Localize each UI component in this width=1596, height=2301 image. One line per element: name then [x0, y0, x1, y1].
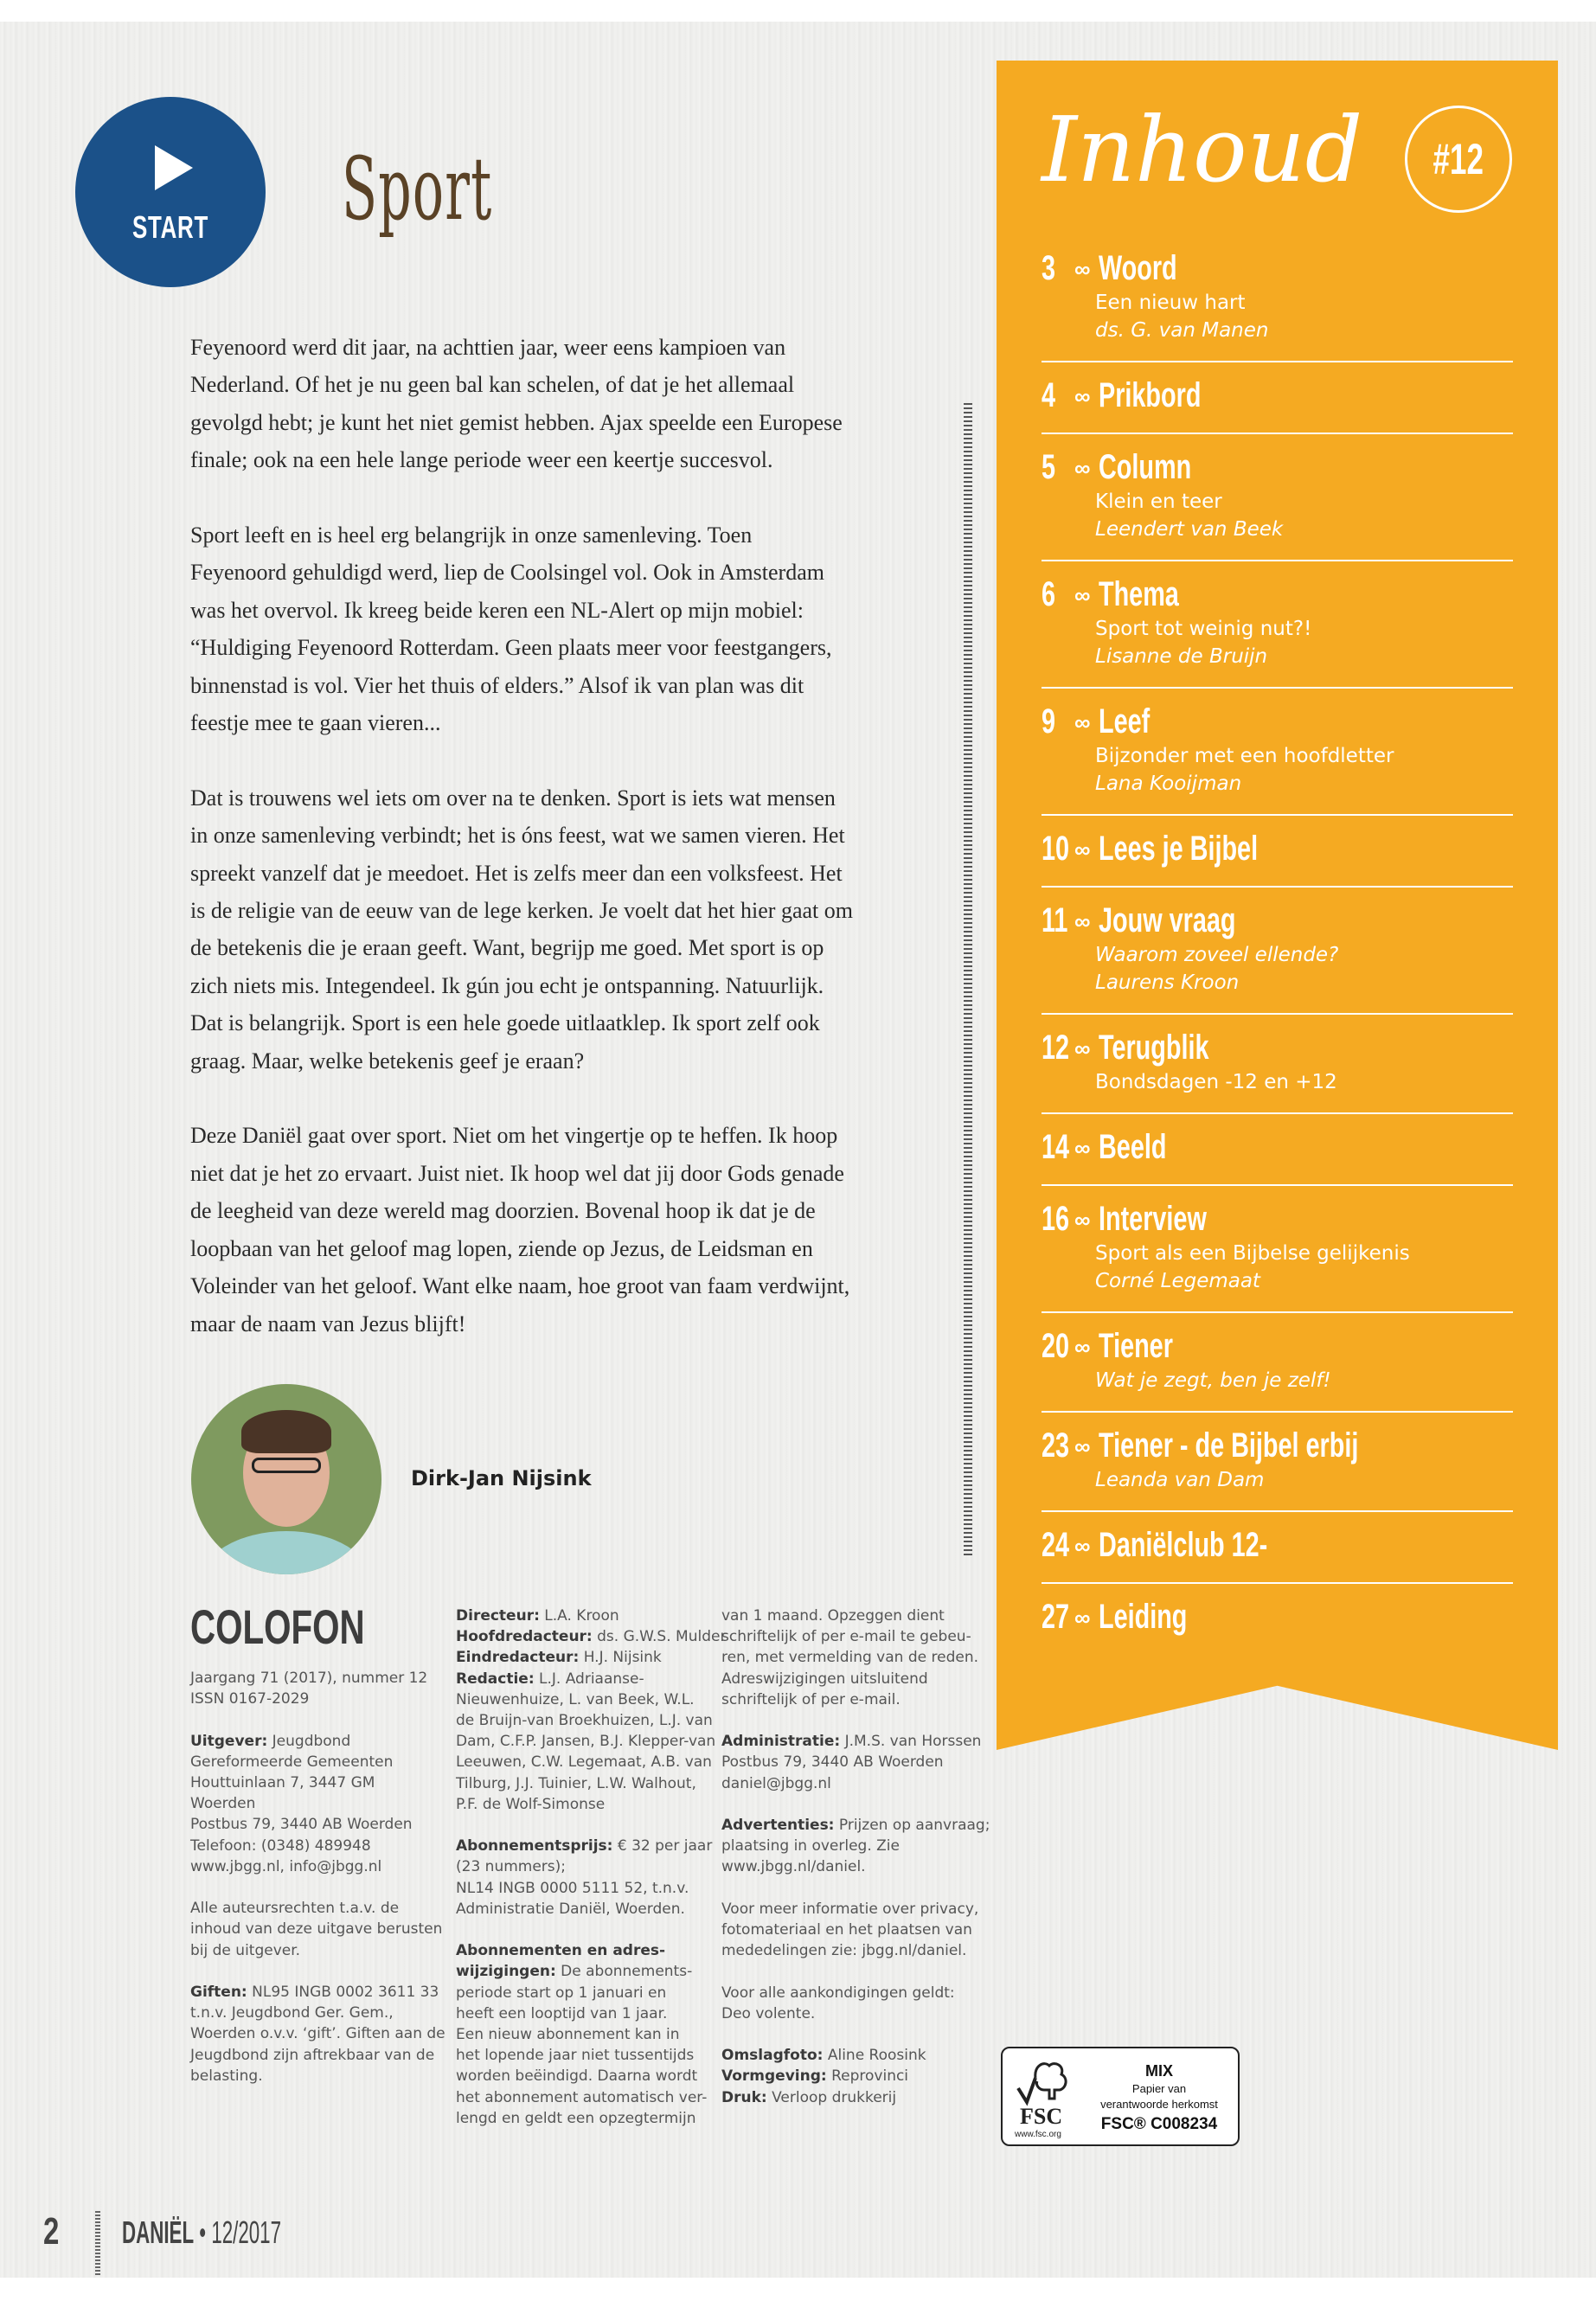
colofon-label: Administratie: [721, 1733, 841, 1751]
toc-page-number: 23 [1042, 1426, 1070, 1465]
colofon-label: Eindredacteur: [456, 1649, 580, 1667]
toc-entry-title: Prikbord [1099, 376, 1202, 414]
paragraph-line: Nederland. Of het je nu geen bal kan schelen, of dat je het allemaal [190, 372, 795, 398]
colofon-column-1 [190, 1668, 450, 2107]
paragraph-line: maar de naam van Jezus blijft! [190, 1311, 466, 1336]
toc-entry-head [1042, 446, 1513, 488]
colofon-line [456, 1856, 715, 1877]
colofon-text: daniel@jbgg.nl [721, 1774, 831, 1792]
colofon-line [721, 1606, 981, 1626]
colofon-line [190, 1752, 450, 1772]
colofon-text: Aline Roosink [823, 2047, 926, 2065]
toc-entry[interactable] [1042, 689, 1513, 816]
colofon-line [721, 1920, 981, 1940]
colofon-text: H.J. Nijsink [579, 1649, 662, 1667]
infinity-icon: ∞ [1074, 582, 1091, 608]
colofon-line [721, 1626, 981, 1647]
paragraph-line: Dat is trouwens wel iets om over na te denken. Sport is iets wat mensen [190, 785, 836, 811]
colofon-text: L.A. Kroon [539, 1607, 619, 1625]
colofon-text: worden beëindigd. Daarna wordt [456, 2067, 698, 2086]
colofon-block [721, 1899, 981, 1962]
toc-page-number: 6 [1042, 575, 1056, 613]
infinity-icon: ∞ [1074, 256, 1091, 282]
colofon-line [190, 2023, 450, 2044]
colofon-line [456, 1773, 715, 1794]
issue-number: #12 [1433, 135, 1484, 183]
infinity-icon: ∞ [1074, 709, 1091, 735]
colofon-text: schriftelijk of per e-mail te gebeu- [721, 1628, 971, 1646]
toc-page-number: 24 [1042, 1526, 1070, 1564]
start-label: START [131, 209, 209, 245]
toc-entry[interactable] [1042, 888, 1513, 1015]
colofon-line [190, 1772, 450, 1793]
toc-page-number: 16 [1042, 1200, 1070, 1238]
colofon-text: Dam, C.F.P. Jansen, B.J. Klepper-van [456, 1733, 716, 1751]
infinity-icon: ∞ [1074, 1533, 1091, 1559]
colofon-text: Tilburg, J.J. Tuinier, L.W. Walhout, [456, 1774, 696, 1792]
paragraph-line: was het overvol. Ik kreeg beide keren een NL-Alert op mijn mobiel: [190, 597, 804, 623]
colofon-text: Deo volente. [721, 2004, 816, 2022]
toc-entry-subtitle: Sport tot weinig nut?! [1095, 618, 1312, 640]
colofon-text: belasting. [190, 2067, 263, 2085]
toc-entry[interactable] [1042, 561, 1513, 689]
colofon-text: Jeugdbond zijn aftrekbaar van de [190, 2046, 435, 2064]
colofon-text: Prijzen op aanvraag; [834, 1817, 990, 1834]
toc-entry-head [1042, 1126, 1513, 1168]
toc-entry-title: Column [1099, 448, 1192, 486]
colofon-text: NL95 INGB 0002 3611 33 [247, 1984, 439, 2001]
colofon-heading: COLOFON [190, 1599, 365, 1654]
colofon-line [456, 1794, 715, 1815]
colofon-text: www.jbgg.nl, info@jbgg.nl [190, 1857, 382, 1875]
play-icon [155, 145, 193, 190]
paragraph-line: graag. Maar, welke betekenis geef je eraan? [190, 1048, 585, 1074]
paragraph-line: spreekt vanzelf dat je meedoet. Het is zelfs meer dan een volksfeest. Het [190, 860, 843, 886]
infinity-icon: ∞ [1074, 1135, 1091, 1161]
infinity-icon: ∞ [1074, 1433, 1091, 1459]
toc-entry-head [1042, 701, 1513, 742]
toc-entry[interactable] [1042, 1186, 1513, 1313]
paragraph-line: in onze samenleving verbindt; het is óns feest, wat we samen vieren. Het [190, 823, 845, 849]
toc-page-number: 10 [1042, 830, 1070, 868]
toc-entry-subtitle: Sport als een Bijbelse gelijkenis [1095, 1242, 1410, 1265]
paragraph-line: Dat is belangrijk. Sport is een hele goede uitlaatklep. Ik sport zelf ook [190, 1010, 820, 1036]
colofon-text: Voor alle aankondigingen geldt: [721, 1984, 955, 2002]
toc-entry-head [1042, 375, 1513, 416]
colofon-text: Administratie Daniël, Woerden. [456, 1900, 685, 1918]
paragraph-line: niet dat je het zo ervaart. Juist niet. Ik hoop wel dat jij door Gods genade [190, 1160, 844, 1186]
colofon-label: wijzigingen: [456, 1963, 556, 1981]
colofon-line [721, 1836, 981, 1856]
colofon-text: Voor meer informatie over privacy, [721, 1900, 979, 1918]
toc-entry-head [1042, 900, 1513, 941]
toc-entry[interactable] [1042, 1015, 1513, 1114]
colofon-line [456, 1961, 715, 1982]
infinity-icon: ∞ [1074, 1605, 1091, 1631]
paragraph [190, 779, 900, 1080]
toc-entry-title: Thema [1099, 575, 1179, 613]
colofon-line [190, 1856, 450, 1877]
infinity-icon: ∞ [1074, 1035, 1091, 1061]
colofon-line [190, 2045, 450, 2066]
colofon-block [190, 1731, 450, 1877]
toc-page-number: 5 [1042, 448, 1056, 486]
colofon-line [190, 2003, 450, 2023]
colofon-text: Postbus 79, 3440 AB Woerden [190, 1816, 413, 1834]
colofon-text: Postbus 79, 3440 AB Woerden [721, 1753, 944, 1772]
colofon-line [721, 2045, 981, 2066]
colofon-text: Jaargang 71 (2017), nummer 12 [190, 1670, 428, 1687]
colofon-label: Advertenties: [721, 1817, 835, 1834]
colofon-line [456, 1689, 715, 1710]
paragraph-line: Feyenoord gehuldigd werd, liep de Coolsingel vol. Ook in Amsterdam [190, 560, 824, 586]
colofon-line [721, 2066, 981, 2086]
toc-entry-head [1042, 828, 1513, 869]
toc-page-number: 12 [1042, 1029, 1070, 1067]
colofon-block [721, 2045, 981, 2108]
colofon-line [721, 1940, 981, 1961]
colofon-line [456, 1647, 715, 1668]
colofon-line [456, 2066, 715, 2086]
colofon-text: De abonnements- [555, 1963, 693, 1981]
colofon-line [456, 1940, 715, 1961]
colofon-text: Houttuinlaan 7, 3447 GM [190, 1774, 375, 1791]
colofon-label: Uitgever: [190, 1732, 268, 1750]
toc-entry-title: Tiener [1099, 1327, 1173, 1365]
colofon-text: bij de uitgever. [190, 1941, 301, 1959]
colofon-line [721, 1669, 981, 1689]
colofon-line [456, 2024, 715, 2045]
toc-entry-title: Lees je Bijbel [1099, 830, 1259, 868]
colofon-line [721, 1983, 981, 2003]
colofon-text: P.F. de Wolf-Simonse [456, 1795, 606, 1813]
toc-entry-title: Woord [1099, 249, 1177, 287]
toc-entry-author: ds. G. van Manen [1095, 319, 1269, 342]
colofon-text: van 1 maand. Opzeggen dient [721, 1607, 945, 1625]
colofon-line [721, 1773, 981, 1794]
colofon-line [721, 1731, 981, 1752]
colofon-label: Druk: [721, 2088, 767, 2106]
toc-entry-author: Lana Kooijman [1095, 772, 1242, 795]
colofon-line [456, 2045, 715, 2066]
colofon-block [721, 1731, 981, 1794]
colofon-text: het lopende jaar niet tussentijds [456, 2047, 695, 2065]
colofon-line [721, 2087, 981, 2108]
paragraph-line: Sport leeft en is heel erg belangrijk in onze samenleving. Toen [190, 522, 753, 548]
paragraph-line: finale; ook na een hele lange periode weer een keertje succesvol. [190, 447, 773, 473]
toc-entry[interactable] [1042, 1413, 1513, 1512]
colofon-line [456, 1752, 715, 1772]
toc-entry-author: Corné Legemaat [1095, 1270, 1260, 1292]
toc-entry-subtitle: Een nieuw hart [1095, 292, 1246, 314]
fsc-label [1001, 2047, 1240, 2146]
colofon-line [190, 2066, 450, 2086]
toc-entry-author: Leanda van Dam [1095, 1469, 1265, 1491]
toc-page-number: 9 [1042, 702, 1056, 740]
colofon-text: Een nieuw abonnement kan in [456, 2026, 680, 2044]
toc-entry-head [1042, 1027, 1513, 1068]
colofon-text: schriftelijk of per e-mail. [721, 1690, 901, 1708]
issue-date: 12/2017 [211, 2214, 282, 2250]
colofon-text: t.n.v. Jeugdbond Ger. Gem., [190, 2004, 394, 2022]
colofon-text: (23 nummers); [456, 1858, 567, 1876]
colofon-line [456, 1878, 715, 1899]
author-name: Dirk-Jan Nijsink [411, 1466, 592, 1490]
colofon-text: fotomateriaal en het plaatsen van [721, 1921, 972, 1939]
colofon-line [190, 1668, 450, 1689]
colofon-block [456, 1940, 715, 2129]
fsc-mix: MIX [1144, 2062, 1173, 2080]
toc-entry-author: Leendert van Beek [1095, 518, 1284, 541]
colofon-line [456, 1983, 715, 2003]
colofon-label: Omslagfoto: [721, 2047, 824, 2065]
paragraph-line: de betekenis die je eraan geeft. Want, begrijp me goed. Met sport is op [190, 935, 824, 961]
toc-entry-title: Tiener - de Bijbel erbij [1099, 1426, 1359, 1465]
colofon-line [190, 1940, 450, 1961]
colofon-text: Leeuwen, C.W. Legemaat, A.B. van [456, 1753, 712, 1772]
colofon-text: Telefoon: (0348) 489948 [190, 1836, 371, 1855]
toc-entry[interactable] [1042, 1584, 1513, 1654]
toc-entry-title: Leiding [1099, 1598, 1188, 1636]
toc-entry[interactable] [1042, 816, 1513, 888]
toc-entry[interactable] [1042, 1512, 1513, 1584]
colofon-text: ren, met vermelding van de reden. [721, 1649, 978, 1667]
toc-page-number: 4 [1042, 376, 1056, 414]
infinity-icon: ∞ [1074, 1334, 1091, 1360]
footer-bullet: • [199, 2214, 207, 2250]
colofon-text: € 32 per jaar [612, 1837, 713, 1856]
colofon-line [456, 1606, 715, 1626]
paragraph-line: feestje mee te gaan vieren... [190, 710, 441, 736]
colofon-text: mededelingen zie: jbgg.nl/daniel. [721, 1942, 967, 1960]
colofon-text: Reprovinci [826, 2067, 909, 2086]
toc-entry-title: Terugblik [1099, 1029, 1209, 1067]
toc-entry-author: Laurens Kroon [1095, 971, 1240, 994]
toc-page-number: 20 [1042, 1327, 1070, 1365]
colofon-label: Giften: [190, 1984, 247, 2001]
footer-magazine [122, 2214, 281, 2251]
colofon-line [721, 1647, 981, 1668]
colofon-text: het abonnement automatisch ver- [456, 2088, 708, 2106]
colofon-text: J.M.S. van Horssen [840, 1733, 982, 1751]
contents-title: Inhoud [1042, 97, 1363, 202]
colofon-line [456, 1669, 715, 1689]
toc-entry-head [1042, 1325, 1513, 1367]
colofon-line [190, 1689, 450, 1709]
colofon-line [190, 1898, 450, 1919]
colofon-label: Abonnementsprijs: [456, 1837, 613, 1856]
colofon-label: Hoofdredacteur: [456, 1628, 593, 1646]
colofon-text: NL14 INGB 0000 5111 52, t.n.v. [456, 1879, 689, 1897]
fsc-url: www.fsc.org [1015, 2130, 1061, 2139]
issue-badge [1405, 106, 1512, 213]
table-of-contents [1042, 235, 1513, 1654]
colofon-text: Gereformeerde Gemeenten [190, 1753, 394, 1771]
paragraph-line: is de religie van de eeuw van de lege kerken. Je voelt dat het hier gaat om [190, 898, 853, 924]
footer-divider [95, 2211, 100, 2275]
toc-page-number: 3 [1042, 249, 1056, 287]
paragraph-line: binnenstad is vol. Vier het thuis of elders.” Alsof ik van plan was dit [190, 672, 804, 698]
paragraph [190, 329, 900, 479]
colofon-text: lengd en geldt een opzegtermijn [456, 2109, 696, 2127]
colofon-line [456, 2087, 715, 2108]
colofon-column-3 [721, 1606, 990, 2129]
infinity-icon: ∞ [1074, 1207, 1091, 1233]
colofon-label: Vormgeving: [721, 2067, 827, 2086]
colofon-line [721, 1815, 990, 1836]
colofon-line [456, 1731, 715, 1752]
paragraph-line: zich niets mis. Integendeel. Ik gún jou echt je ontspanning. Natuurlijk. [190, 972, 824, 998]
colofon-text: inhoud van deze uitgave berusten [190, 1920, 443, 1939]
paragraph-line: Deze Daniël gaat over sport. Niet om het vingertje op te heffen. Ik hoop [190, 1123, 838, 1149]
colofon-line [190, 1919, 450, 1939]
colofon-text: ISSN 0167-2029 [190, 1690, 310, 1708]
colofon-line [456, 1710, 715, 1731]
toc-entry-head [1042, 1596, 1513, 1638]
colofon-line [721, 2003, 981, 2024]
toc-page-number: 27 [1042, 1598, 1070, 1636]
colofon-text: periode start op 1 januari en [456, 1984, 667, 2002]
toc-entry-title: Daniëlclub 12- [1099, 1526, 1268, 1564]
colofon-text: Nieuwenhuize, L. van Beek, W.L. [456, 1690, 695, 1708]
colofon-text: ds. G.W.S. Mulder [592, 1628, 727, 1646]
toc-entry-head [1042, 574, 1513, 615]
colofon-text: Verloop drukkerij [766, 2088, 897, 2106]
toc-entry-title: Interview [1099, 1200, 1207, 1238]
colofon-block [721, 1606, 981, 1710]
infinity-icon: ∞ [1074, 455, 1091, 481]
colofon-text: Adreswijzigingen uitsluitend [721, 1670, 928, 1688]
infinity-icon: ∞ [1074, 908, 1091, 934]
toc-entry-head [1042, 1524, 1513, 1566]
toc-entry-subtitle: Bijzonder met een hoofdletter [1095, 745, 1394, 767]
colofon-line [190, 1982, 450, 2003]
colofon-text: Jeugdbond [267, 1732, 351, 1750]
colofon-line [721, 1899, 981, 1920]
colofon-label: Abonnementen en adres- [456, 1942, 666, 1960]
dotted-divider [964, 403, 972, 1555]
colofon-line [721, 1856, 981, 1877]
toc-entry-author: Lisanne de Bruijn [1095, 645, 1268, 668]
colofon-text: heeft een looptijd van 1 jaar. [456, 2004, 668, 2022]
colofon-line [456, 1626, 727, 1647]
colofon-block [190, 1898, 450, 1961]
fsc-line-2: verantwoorde herkomst [1100, 2098, 1218, 2111]
infinity-icon: ∞ [1074, 836, 1091, 862]
paragraph-line: Feyenoord werd dit jaar, na achttien jaar, weer eens kampioen van [190, 335, 786, 360]
toc-entry-author: Wat je zegt, ben je zelf! [1095, 1369, 1331, 1392]
toc-entry-title: Beeld [1099, 1128, 1167, 1166]
colofon-block [721, 1983, 981, 2024]
fsc-tree-icon [1015, 2059, 1072, 2111]
colofon-label: Redactie: [456, 1670, 535, 1688]
colofon-text: Alle auteursrechten t.a.v. de [190, 1900, 400, 1918]
magazine-name: DANIËL [122, 2214, 195, 2250]
colofon-text: L.J. Adriaanse- [534, 1670, 644, 1688]
paragraph-line: loopbaan van het geloof mag lopen, ziende op Jezus, de Leidsman en [190, 1235, 813, 1261]
start-badge [75, 97, 266, 287]
infinity-icon: ∞ [1074, 383, 1091, 409]
paragraph [190, 1117, 900, 1342]
colofon-line [456, 2003, 715, 2024]
colofon-line [190, 1814, 450, 1835]
colofon-line [456, 1836, 715, 1856]
colofon-text: www.jbgg.nl/daniel. [721, 1858, 866, 1876]
paragraph [190, 516, 900, 741]
colofon-text: plaatsing in overleg. Zie [721, 1837, 900, 1856]
toc-entry-author: Waarom zoveel ellende? [1095, 944, 1339, 966]
toc-entry[interactable] [1042, 362, 1513, 434]
colofon-text: de Bruijn-van Broekhuizen, L.J. van [456, 1712, 713, 1730]
toc-entry[interactable] [1042, 235, 1513, 362]
article-body [190, 329, 900, 1380]
toc-entry-head [1042, 247, 1513, 289]
colofon-line [721, 1689, 981, 1710]
page-number: 2 [43, 2210, 60, 2253]
colofon-block [721, 1815, 990, 1878]
toc-entry-head [1042, 1425, 1513, 1466]
colofon-line [190, 1731, 450, 1752]
colofon-label: Directeur: [456, 1607, 540, 1625]
colofon-text: Woerden o.v.v. ‘gift’. Giften aan de [190, 2025, 445, 2043]
fsc-code: FSC® C008234 [1100, 2115, 1218, 2133]
colofon-text: Woerden [190, 1795, 256, 1813]
toc-entry[interactable] [1042, 434, 1513, 561]
colofon-block [190, 1668, 450, 1709]
toc-entry-head [1042, 1198, 1513, 1240]
colofon-block [456, 1836, 715, 1920]
toc-entry-subtitle: Bondsdagen -12 en +12 [1095, 1071, 1337, 1093]
paragraph-line: “Huldiging Feyenoord Rotterdam. Geen plaats meer voor feestgangers, [190, 635, 832, 661]
colofon-block [190, 1982, 450, 2086]
colofon-line [721, 1752, 981, 1772]
colofon-column-2 [456, 1606, 727, 2150]
article-title: Sport [342, 138, 493, 240]
toc-entry-title: Leef [1099, 702, 1151, 740]
toc-page-number: 11 [1042, 901, 1068, 939]
fsc-line-1: Papier van [1131, 2082, 1187, 2095]
author-avatar [191, 1384, 381, 1574]
toc-entry[interactable] [1042, 1114, 1513, 1186]
paragraph-line: Voleinder van het geloof. Want elke naam, hoe groot van faam verdwijnt, [190, 1273, 850, 1299]
toc-entry[interactable] [1042, 1313, 1513, 1413]
paragraph-line: de leegheid van deze wereld mag doorzien. Bovenal hoop ik dat je de [190, 1198, 816, 1224]
fsc-logo-text: FSC [1020, 2104, 1063, 2129]
paragraph-line: gevolgd hebt; je kunt het niet gemist hebben. Ajax speelde een Europese [190, 409, 843, 435]
toc-entry-subtitle: Klein en teer [1095, 490, 1222, 513]
colofon-line [190, 1793, 450, 1814]
colofon-line [456, 2108, 715, 2129]
colofon-line [456, 1899, 715, 1920]
colofon-line [190, 1836, 450, 1856]
colofon-block [456, 1606, 727, 1815]
toc-page-number: 14 [1042, 1128, 1070, 1166]
toc-entry-title: Jouw vraag [1099, 901, 1236, 939]
